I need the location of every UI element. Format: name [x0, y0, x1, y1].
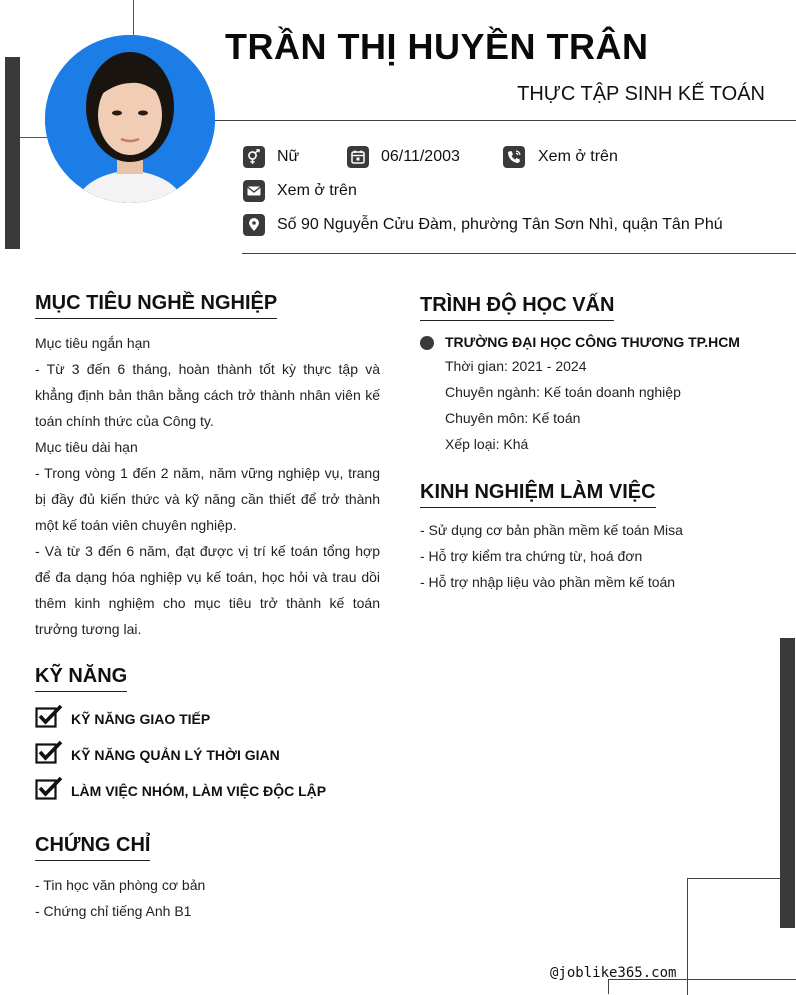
objective-title: MỤC TIÊU NGHỀ NGHIỆP [35, 292, 277, 319]
email-value: Xem ở trên [277, 182, 357, 199]
skill-item [35, 776, 326, 805]
objective-short-text: - Từ 3 đến 6 tháng, hoàn thành tốt kỳ thực tập và khẳng định bản thân bằng cách trở thành nhân viên kế toán chính thức của Công ty. [35, 361, 380, 429]
experience-list [420, 517, 683, 595]
location-icon [243, 214, 265, 236]
skill-item [35, 740, 280, 769]
certificates-title: CHỨNG CHỈ [35, 834, 150, 861]
experience-item: - Hỗ trợ kiểm tra chứng từ, hoá đơn [420, 548, 643, 564]
education-major: Chuyên ngành: Kế toán doanh nghiệp [445, 384, 681, 400]
skill-item [35, 704, 210, 733]
dob-value: 06/11/2003 [381, 148, 460, 165]
address-value: Số 90 Nguyễn Cửu Đàm, phường Tân Sơn Nhì, quận Tân Phú [277, 216, 723, 233]
experience-item: - Hỗ trợ nhập liệu vào phần mềm kế toán [420, 574, 676, 590]
checkbox-checked-icon [35, 740, 63, 769]
education-rank: Xếp loại: Khá [445, 436, 529, 452]
decorative-line [608, 979, 609, 994]
experience-item: - Sử dụng cơ bản phần mềm kế toán Misa [420, 522, 683, 538]
skill-label: KỸ NĂNG GIAO TIẾP [71, 710, 211, 727]
gender-value: Nữ [277, 148, 300, 165]
decorative-bar-left [5, 57, 20, 249]
profile-photo [45, 35, 215, 203]
skill-label: LÀM VIỆC NHÓM, LÀM VIỆC ĐỘC LẬP [71, 782, 327, 799]
watermark-text: @joblike365.com [550, 965, 677, 981]
decorative-line [20, 137, 50, 138]
education-title: TRÌNH ĐỘ HỌC VẤN [420, 294, 614, 321]
education-details [445, 353, 681, 457]
candidate-name: TRẦN THỊ HUYỀN TRÂN [225, 26, 649, 67]
mail-icon [243, 180, 265, 202]
checkbox-checked-icon [35, 704, 63, 733]
objective-content [35, 330, 380, 642]
decorative-frame [687, 878, 781, 995]
phone-value: Xem ở trên [538, 148, 618, 165]
objective-long-text-1: - Trong vòng 1 đến 2 năm, năm vững nghiệp vụ, trang bị đầy đủ kiến thức và kỹ năng cần thiết để trở thành một kế toán viên chuyên nghiệp. [35, 465, 380, 533]
header-divider [213, 120, 796, 121]
decorative-bar-right [780, 638, 795, 928]
skills-title: KỸ NĂNG [35, 665, 127, 692]
certificates-list [35, 872, 205, 924]
candidate-position: THỰC TẬP SINH KẾ TOÁN [517, 83, 765, 105]
education-subject: Chuyên môn: Kế toán [445, 410, 581, 426]
objective-short-label: Mục tiêu ngắn hạn [35, 335, 151, 351]
calendar-icon [347, 146, 369, 168]
phone-icon [503, 146, 525, 168]
gender-icon [243, 146, 265, 168]
education-school: TRƯỜNG ĐẠI HỌC CÔNG THƯƠNG TP.HCM [445, 334, 740, 350]
objective-long-label: Mục tiêu dài hạn [35, 439, 138, 455]
objective-long-text-2: - Và từ 3 đến 6 năm, đạt được vị trí kế toán tổng hợp để đa dạng hóa nghiệp vụ kế toán, học hỏi và trau dồi thêm kinh nghiệm cho mục tiêu trở thành kế toán trưởng tương lai. [35, 543, 380, 637]
skill-label: KỸ NĂNG QUẢN LÝ THỜI GIAN [71, 746, 280, 763]
checkbox-checked-icon [35, 776, 63, 805]
experience-title: KINH NGHIỆM LÀM VIỆC [420, 481, 656, 508]
education-time: Thời gian: 2021 - 2024 [445, 358, 587, 374]
decorative-line [133, 0, 134, 40]
certificate-item: - Tin học văn phòng cơ bản [35, 877, 206, 893]
bullet-dot-icon [420, 336, 434, 350]
info-divider [242, 253, 796, 254]
certificate-item: - Chứng chỉ tiếng Anh B1 [35, 903, 192, 919]
